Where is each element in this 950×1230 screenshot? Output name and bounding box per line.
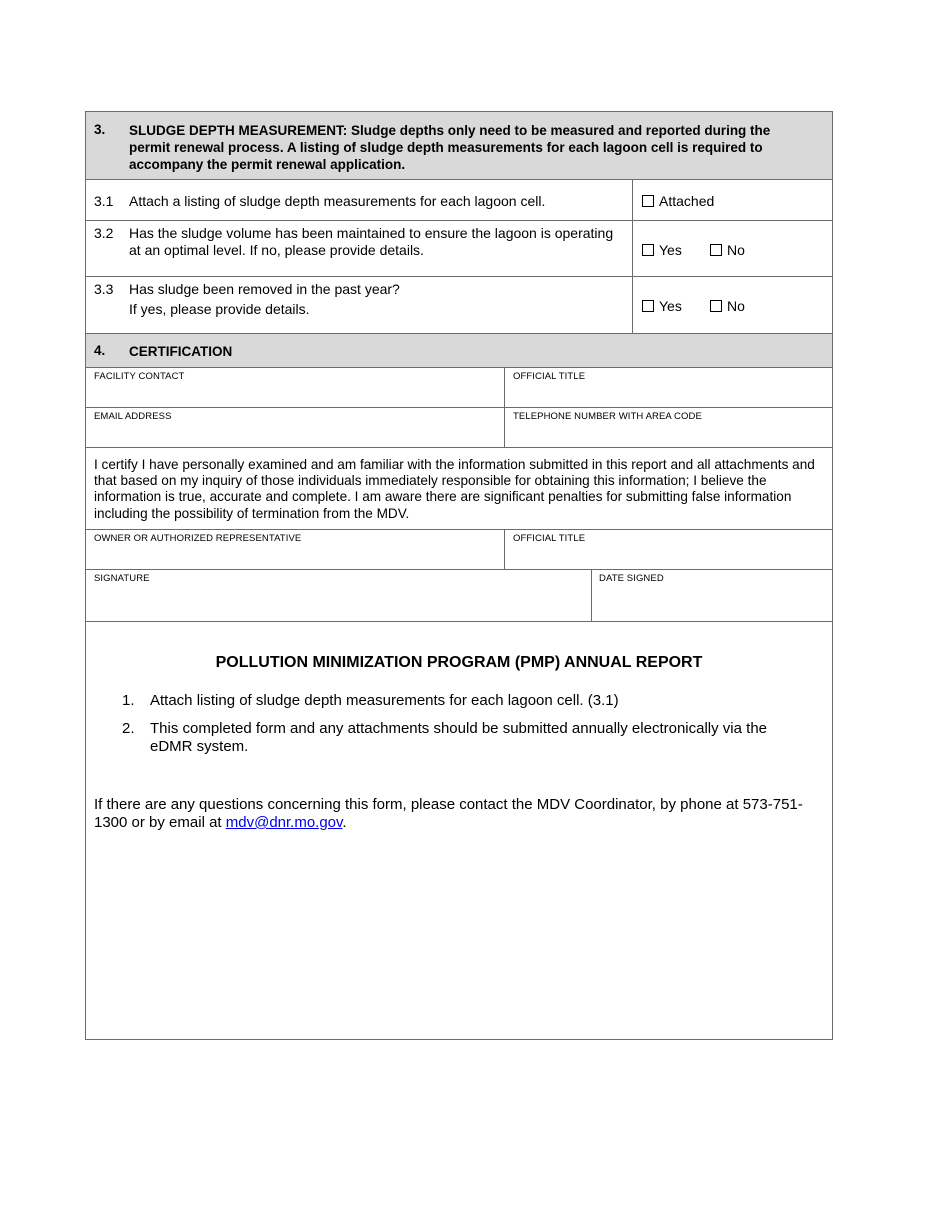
yes-checkbox-option[interactable] (642, 242, 682, 258)
email-address-field[interactable] (86, 408, 504, 447)
yes-checkbox-option[interactable] (642, 298, 682, 314)
signature-label: SIGNATURE (94, 573, 150, 584)
section-4-number: 4. (94, 343, 106, 358)
question-text-line-1: Has sludge been removed in the past year? (129, 281, 400, 297)
question-text-line-2: If yes, please provide details. (129, 301, 310, 317)
question-text: Attach a listing of sludge depth measurements for each lagoon cell. (129, 193, 546, 209)
date-signed-field[interactable] (592, 570, 832, 621)
section-3-header (86, 112, 832, 180)
question-3-3 (86, 277, 832, 334)
contact-text: If there are any questions concerning this form, please contact the MDV Coordinator, by phone at 573-751-1300 or by email at (94, 796, 803, 831)
contact-paragraph (94, 796, 814, 832)
owner-representative-field[interactable] (86, 530, 504, 569)
question-number: 3.3 (94, 281, 114, 297)
certification-statement-row (86, 448, 832, 530)
pmp-item-text: This completed form and any attachments should be submitted annually electronically via the eDMR system. (150, 720, 767, 755)
contact-suffix: . (342, 814, 347, 831)
section-4-header (86, 334, 832, 368)
no-checkbox-option[interactable] (710, 298, 745, 314)
no-label: No (727, 298, 745, 314)
pmp-item-number: 2. (122, 720, 135, 737)
official-title-2-label: OFFICIAL TITLE (513, 533, 586, 544)
email-phone-row (86, 408, 832, 448)
section-3-heading: SLUDGE DEPTH MEASUREMENT: Sludge depths only need to be measured and reported during the permit renewal process. A listing of sludge depth measurements for each lagoon cell is required to accompany the permit renewal application. (129, 123, 771, 172)
yes-checkbox[interactable] (642, 300, 654, 312)
attached-checkbox[interactable] (642, 195, 654, 207)
question-number: 3.2 (94, 225, 114, 241)
signature-row (86, 570, 832, 622)
certification-statement: I certify I have personally examined and am familiar with the information submitted in this report and all attachments and that based on my inquiry of those individuals immediately responsible for obtaining this information; I believe the information is true, accurate and complete. I am aware there are significant penalties for submitting false information including the possibility of termination from the MDV. (94, 457, 815, 521)
column-divider (632, 221, 633, 276)
facility-contact-field[interactable] (86, 368, 504, 407)
email-address-label: EMAIL ADDRESS (94, 411, 172, 422)
facility-contact-label: FACILITY CONTACT (94, 371, 185, 382)
pmp-title: POLLUTION MINIMIZATION PROGRAM (PMP) ANNUAL REPORT (215, 654, 703, 671)
telephone-label: TELEPHONE NUMBER WITH AREA CODE (513, 411, 702, 422)
telephone-field[interactable] (505, 408, 832, 447)
pmp-item-text: Attach listing of sludge depth measurements for each lagoon cell. (3.1) (150, 692, 619, 709)
attached-checkbox-option[interactable] (642, 193, 714, 209)
section-3-number: 3. (94, 122, 106, 137)
question-3-1 (86, 180, 832, 221)
yes-label: Yes (659, 298, 682, 314)
date-signed-label: DATE SIGNED (599, 573, 664, 584)
contact-email-link[interactable]: mdv@dnr.mo.gov (225, 814, 343, 831)
official-title-field[interactable] (505, 368, 832, 407)
form-page (85, 111, 833, 1040)
question-3-2 (86, 221, 832, 277)
official-title-label: OFFICIAL TITLE (513, 371, 586, 382)
no-checkbox-option[interactable] (710, 242, 745, 258)
owner-row (86, 530, 832, 570)
official-title-2-field[interactable] (505, 530, 832, 569)
signature-field[interactable] (86, 570, 591, 621)
no-checkbox[interactable] (710, 244, 722, 256)
pmp-item-number: 1. (122, 692, 135, 709)
column-divider (632, 180, 633, 220)
question-text: Has the sludge volume has been maintained to ensure the lagoon is operating at an optimal level. If no, please provide details. (129, 225, 614, 258)
section-4-heading: CERTIFICATION (129, 344, 233, 359)
owner-representative-label: OWNER OR AUTHORIZED REPRESENTATIVE (94, 533, 302, 544)
yes-checkbox[interactable] (642, 244, 654, 256)
question-number: 3.1 (94, 193, 114, 209)
column-divider (632, 277, 633, 333)
no-checkbox[interactable] (710, 300, 722, 312)
attached-label: Attached (659, 193, 715, 209)
contact-row (86, 368, 832, 408)
no-label: No (727, 242, 745, 258)
yes-label: Yes (659, 242, 682, 258)
